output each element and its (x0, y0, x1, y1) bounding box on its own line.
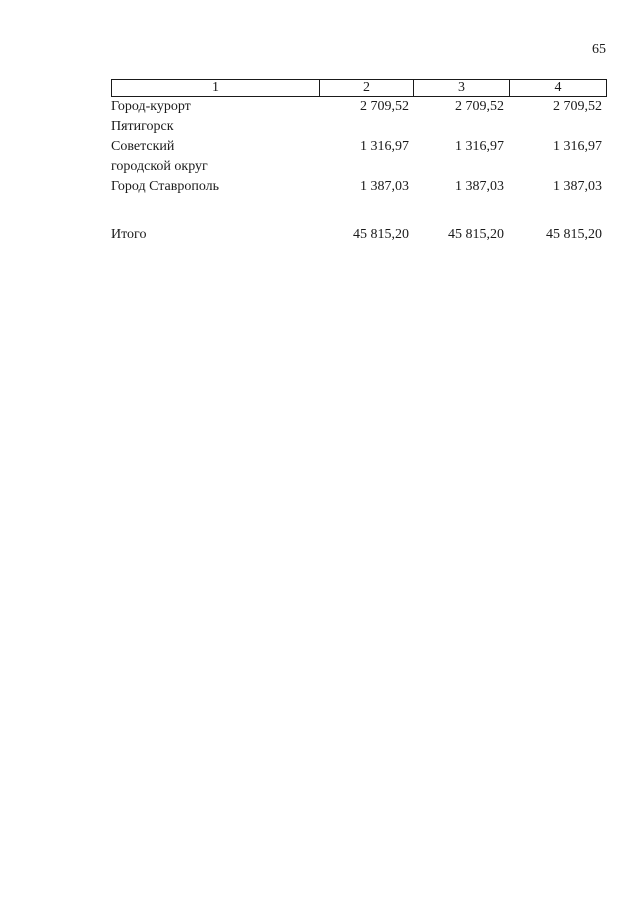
total-col-2: 45 815,20 (353, 227, 409, 242)
cell-col-3: 2 709,52 (455, 99, 504, 114)
table-body (111, 97, 604, 247)
cell-col-4: 1 316,97 (553, 139, 602, 154)
table-header (111, 79, 607, 97)
row-name (111, 97, 318, 137)
header-col-3: 3 (414, 80, 510, 97)
row-name (111, 137, 318, 177)
cell-col-3: 1 316,97 (455, 139, 504, 154)
table-header-row (112, 80, 607, 97)
row-name-line: Советский (111, 139, 175, 154)
row-name-line: городской округ (111, 159, 208, 174)
table-row (111, 137, 604, 177)
header-col-2: 2 (320, 80, 414, 97)
header-col-4: 4 (510, 80, 607, 97)
cell-col-2: 2 709,52 (360, 99, 409, 114)
cell-col-2: 1 316,97 (360, 139, 409, 154)
header-col-1: 1 (112, 80, 320, 97)
table-total-row (111, 225, 604, 247)
cell-col-4: 2 709,52 (553, 99, 602, 114)
row-name-line: Пятигорск (111, 119, 174, 134)
cell-col-3: 1 387,03 (455, 179, 504, 194)
total-col-3: 45 815,20 (448, 227, 504, 242)
table-row (111, 97, 604, 137)
cell-col-4: 1 387,03 (553, 179, 602, 194)
cell-col-2: 1 387,03 (360, 179, 409, 194)
row-name-line: Город-курорт (111, 99, 191, 114)
page-number: 65 (592, 42, 606, 57)
table-row (111, 177, 604, 225)
row-name (111, 177, 318, 225)
total-label: Итого (111, 227, 147, 242)
total-col-4: 45 815,20 (546, 227, 602, 242)
row-name-line: Город Ставрополь (111, 179, 220, 194)
